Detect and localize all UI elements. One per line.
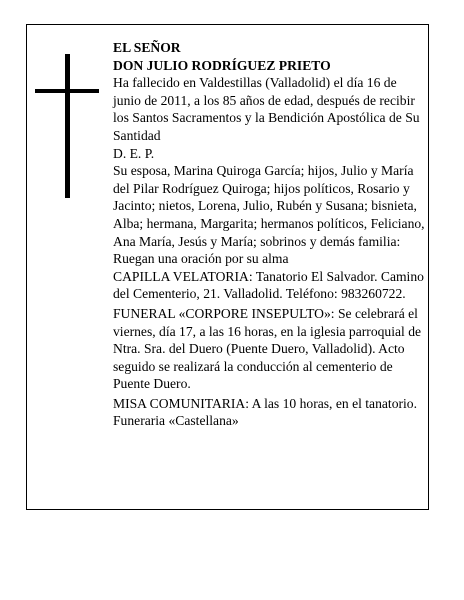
cross-icon xyxy=(35,54,99,198)
funeral-home: Funeraria «Castellana» xyxy=(113,413,239,429)
cross-horizontal-bar xyxy=(35,89,99,93)
obituary-text xyxy=(113,39,425,430)
cross-vertical-bar xyxy=(65,54,70,198)
rest-in-peace: D. E. P. xyxy=(113,145,155,161)
prayer-request: Ruegan una oración por su alma xyxy=(113,251,289,267)
notice-title-line-1: EL SEÑOR xyxy=(113,40,181,55)
wake-location: CAPILLA VELATORIA: Tanatorio El Salvador. Camino del Cementerio, 21. Valladolid. Teléfono: 983260722. xyxy=(113,268,424,302)
funeral-details: FUNERAL «CORPORE INSEPULTO»: Se celebrará el viernes, día 17, a las 16 horas, en la iglesia parroquial de Ntra. Sra. del Duero (Puente Duero, Valladolid). Acto seguido se realizará la conducción al cementerio de Puente Duero. xyxy=(113,305,422,392)
community-mass: MISA COMUNITARIA: A las 10 horas, en el tanatorio. xyxy=(113,395,417,411)
family-list: Su esposa, Marina Quiroga García; hijos, Julio y María del Pilar Rodríguez Quiroga; hijos políticos, Rosario y Jacinto; nietos, Lorena, Julio, Rubén y Susana; bisnieta, Alba; hermana, Margarita; hermanos políticos, Feliciano, Ana María, Jesús y María; sobrinos y demás familia: xyxy=(113,163,425,249)
death-announcement: Ha fallecido en Valdestillas (Valladolid) el día 16 de junio de 2011, a los 85 años de edad, después de recibir los Santos Sacramentos y la Bendición Apostólica de Su Santidad xyxy=(113,75,420,143)
notice-title-line-2: DON JULIO RODRÍGUEZ PRIETO xyxy=(113,57,331,73)
